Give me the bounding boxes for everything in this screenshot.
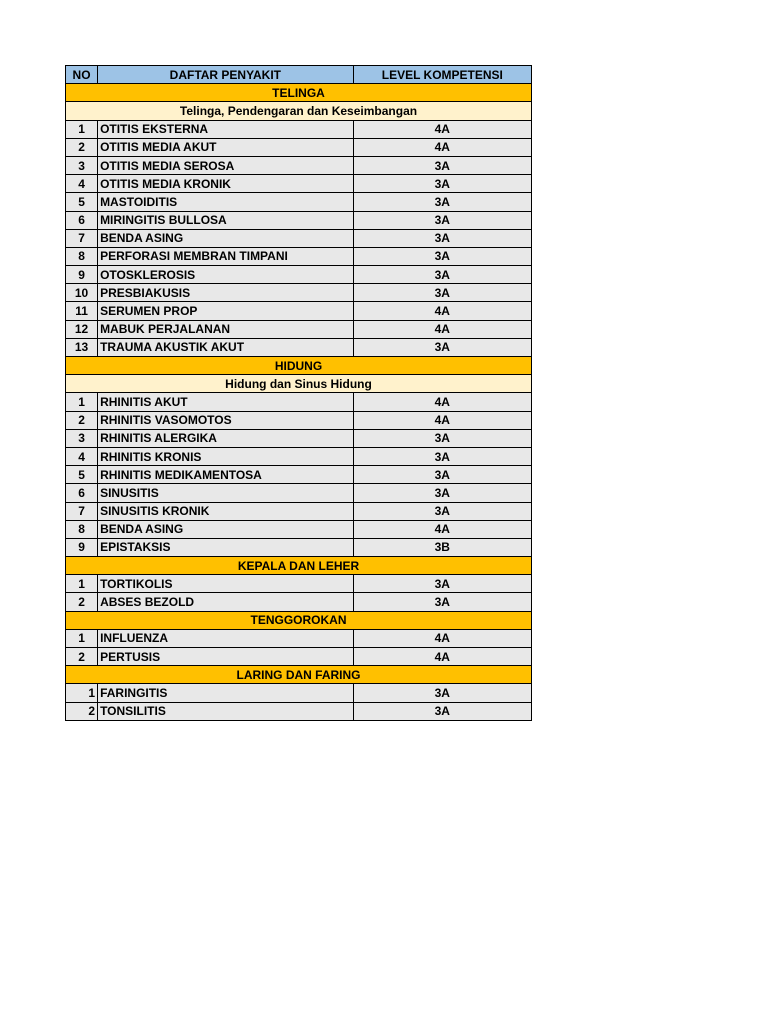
competency-level-cell[interactable]: 3A bbox=[353, 193, 531, 211]
row-number-cell[interactable]: 4 bbox=[66, 447, 98, 465]
row-number-cell[interactable]: 1 bbox=[66, 393, 98, 411]
row-number-cell[interactable]: 6 bbox=[66, 484, 98, 502]
competency-level-cell[interactable]: 3A bbox=[353, 211, 531, 229]
competency-level-cell[interactable]: 4A bbox=[353, 120, 531, 138]
competency-level-cell[interactable]: 3A bbox=[353, 684, 531, 702]
table-row bbox=[66, 138, 532, 156]
table-row bbox=[66, 120, 532, 138]
competency-level-cell[interactable]: 3A bbox=[353, 702, 531, 720]
competency-level-cell[interactable]: 4A bbox=[353, 629, 531, 647]
table-row bbox=[66, 302, 532, 320]
row-number-cell[interactable]: 1 bbox=[66, 575, 98, 593]
competency-level-cell[interactable]: 3A bbox=[353, 338, 531, 356]
row-number-cell[interactable]: 7 bbox=[66, 502, 98, 520]
table-row bbox=[66, 320, 532, 338]
disease-name-cell[interactable]: OTOSKLEROSIS bbox=[98, 266, 354, 284]
disease-name-cell[interactable]: TRAUMA AKUSTIK AKUT bbox=[98, 338, 354, 356]
table-row bbox=[66, 629, 532, 647]
table-row bbox=[66, 393, 532, 411]
disease-name-cell[interactable]: MABUK PERJALANAN bbox=[98, 320, 354, 338]
section-title[interactable]: HIDUNG bbox=[66, 357, 532, 375]
section-subtitle-row bbox=[66, 102, 532, 120]
header-disease-list[interactable]: DAFTAR PENYAKIT bbox=[98, 66, 354, 84]
competency-level-cell[interactable]: 4A bbox=[353, 138, 531, 156]
table-row bbox=[66, 411, 532, 429]
disease-name-cell[interactable]: INFLUENZA bbox=[98, 629, 354, 647]
row-number-cell[interactable]: 5 bbox=[66, 466, 98, 484]
table-row bbox=[66, 447, 532, 465]
row-number-cell[interactable]: 13 bbox=[66, 338, 98, 356]
competency-level-cell[interactable]: 4A bbox=[353, 302, 531, 320]
disease-name-cell[interactable]: MASTOIDITIS bbox=[98, 193, 354, 211]
section-title-row bbox=[66, 611, 532, 629]
competency-level-cell[interactable]: 3B bbox=[353, 538, 531, 556]
disease-name-cell[interactable]: OTITIS MEDIA AKUT bbox=[98, 138, 354, 156]
competency-level-cell[interactable]: 3A bbox=[353, 175, 531, 193]
competency-level-cell[interactable]: 4A bbox=[353, 393, 531, 411]
competency-level-cell[interactable]: 4A bbox=[353, 411, 531, 429]
row-number-cell[interactable]: 2 bbox=[66, 138, 98, 156]
table-row bbox=[66, 575, 532, 593]
table-body bbox=[66, 84, 532, 721]
table-row bbox=[66, 266, 532, 284]
disease-name-cell[interactable]: TONSILITIS bbox=[98, 702, 354, 720]
table-row bbox=[66, 211, 532, 229]
row-number-cell[interactable]: 11 bbox=[66, 302, 98, 320]
table-row bbox=[66, 156, 532, 174]
disease-name-cell[interactable]: PRESBIAKUSIS bbox=[98, 284, 354, 302]
row-number-cell[interactable]: 2 bbox=[66, 411, 98, 429]
table-row bbox=[66, 684, 532, 702]
section-subtitle[interactable]: Telinga, Pendengaran dan Keseimbangan bbox=[66, 102, 532, 120]
section-title[interactable]: LARING DAN FARING bbox=[66, 666, 532, 684]
table-row bbox=[66, 702, 532, 720]
competency-level-cell[interactable]: 3A bbox=[353, 156, 531, 174]
table-row bbox=[66, 338, 532, 356]
disease-name-cell[interactable]: OTITIS MEDIA SEROSA bbox=[98, 156, 354, 174]
row-number-cell[interactable]: 1 bbox=[66, 120, 98, 138]
section-title[interactable]: KEPALA DAN LEHER bbox=[66, 557, 532, 575]
disease-name-cell[interactable]: PERTUSIS bbox=[98, 648, 354, 666]
competency-level-cell[interactable]: 3A bbox=[353, 466, 531, 484]
row-number-cell[interactable]: 9 bbox=[66, 266, 98, 284]
table-row bbox=[66, 466, 532, 484]
row-number-cell[interactable]: 6 bbox=[66, 211, 98, 229]
row-number-cell[interactable]: 2 bbox=[66, 702, 98, 720]
header-competency-level[interactable]: LEVEL KOMPETENSI bbox=[353, 66, 531, 84]
row-number-cell[interactable]: 3 bbox=[66, 156, 98, 174]
disease-name-cell[interactable]: RHINITIS AKUT bbox=[98, 393, 354, 411]
row-number-cell[interactable]: 7 bbox=[66, 229, 98, 247]
competency-level-cell[interactable]: 3A bbox=[353, 502, 531, 520]
disease-name-cell[interactable]: MIRINGITIS BULLOSA bbox=[98, 211, 354, 229]
disease-name-cell[interactable]: SINUSITIS KRONIK bbox=[98, 502, 354, 520]
table-row bbox=[66, 229, 532, 247]
section-title-row bbox=[66, 84, 532, 102]
competency-level-cell[interactable]: 3A bbox=[353, 575, 531, 593]
competency-level-cell[interactable]: 3A bbox=[353, 229, 531, 247]
table-row bbox=[66, 193, 532, 211]
competency-level-cell[interactable]: 3A bbox=[353, 247, 531, 265]
row-number-cell[interactable]: 2 bbox=[66, 648, 98, 666]
row-number-cell[interactable]: 12 bbox=[66, 320, 98, 338]
row-number-cell[interactable]: 8 bbox=[66, 247, 98, 265]
disease-name-cell[interactable]: FARINGITIS bbox=[98, 684, 354, 702]
table-row bbox=[66, 593, 532, 611]
table-row bbox=[66, 648, 532, 666]
disease-name-cell[interactable]: RHINITIS VASOMOTOS bbox=[98, 411, 354, 429]
competency-level-cell[interactable]: 3A bbox=[353, 266, 531, 284]
table-row bbox=[66, 484, 532, 502]
table-row bbox=[66, 175, 532, 193]
disease-name-cell[interactable]: RHINITIS ALERGIKA bbox=[98, 429, 354, 447]
disease-name-cell[interactable]: TORTIKOLIS bbox=[98, 575, 354, 593]
table-row bbox=[66, 538, 532, 556]
disease-name-cell[interactable]: SINUSITIS bbox=[98, 484, 354, 502]
competency-level-cell[interactable]: 4A bbox=[353, 648, 531, 666]
table-row bbox=[66, 502, 532, 520]
row-number-cell[interactable]: 10 bbox=[66, 284, 98, 302]
disease-name-cell[interactable]: BENDA ASING bbox=[98, 229, 354, 247]
section-title-row bbox=[66, 666, 532, 684]
competency-level-cell[interactable]: 3A bbox=[353, 429, 531, 447]
section-title-row bbox=[66, 357, 532, 375]
disease-name-cell[interactable]: OTITIS EKSTERNA bbox=[98, 120, 354, 138]
disease-name-cell[interactable]: PERFORASI MEMBRAN TIMPANI bbox=[98, 247, 354, 265]
competency-level-cell[interactable]: 3A bbox=[353, 447, 531, 465]
row-number-cell[interactable]: 4 bbox=[66, 175, 98, 193]
disease-name-cell[interactable]: ABSES BEZOLD bbox=[98, 593, 354, 611]
section-title[interactable]: TELINGA bbox=[66, 84, 532, 102]
competency-level-cell[interactable]: 3A bbox=[353, 284, 531, 302]
header-row bbox=[66, 66, 532, 84]
competency-level-cell[interactable]: 3A bbox=[353, 484, 531, 502]
section-title[interactable]: TENGGOROKAN bbox=[66, 611, 532, 629]
row-number-cell[interactable]: 3 bbox=[66, 429, 98, 447]
row-number-cell[interactable]: 8 bbox=[66, 520, 98, 538]
competency-level-cell[interactable]: 4A bbox=[353, 320, 531, 338]
row-number-cell[interactable]: 2 bbox=[66, 593, 98, 611]
disease-name-cell[interactable]: EPISTAKSIS bbox=[98, 538, 354, 556]
table-row bbox=[66, 429, 532, 447]
row-number-cell[interactable]: 5 bbox=[66, 193, 98, 211]
section-subtitle-row bbox=[66, 375, 532, 393]
table-row bbox=[66, 247, 532, 265]
competency-level-cell[interactable]: 4A bbox=[353, 520, 531, 538]
row-number-cell[interactable]: 9 bbox=[66, 538, 98, 556]
header-no[interactable]: NO bbox=[66, 66, 98, 84]
competency-level-cell[interactable]: 3A bbox=[353, 593, 531, 611]
table-row bbox=[66, 520, 532, 538]
disease-name-cell[interactable]: BENDA ASING bbox=[98, 520, 354, 538]
disease-name-cell[interactable]: RHINITIS MEDIKAMENTOSA bbox=[98, 466, 354, 484]
row-number-cell[interactable]: 1 bbox=[66, 629, 98, 647]
table-row bbox=[66, 284, 532, 302]
disease-name-cell[interactable]: RHINITIS KRONIS bbox=[98, 447, 354, 465]
section-subtitle[interactable]: Hidung dan Sinus Hidung bbox=[66, 375, 532, 393]
disease-name-cell[interactable]: OTITIS MEDIA KRONIK bbox=[98, 175, 354, 193]
row-number-cell[interactable]: 1 bbox=[66, 684, 98, 702]
section-title-row bbox=[66, 557, 532, 575]
disease-name-cell[interactable]: SERUMEN PROP bbox=[98, 302, 354, 320]
competency-table bbox=[65, 65, 532, 721]
